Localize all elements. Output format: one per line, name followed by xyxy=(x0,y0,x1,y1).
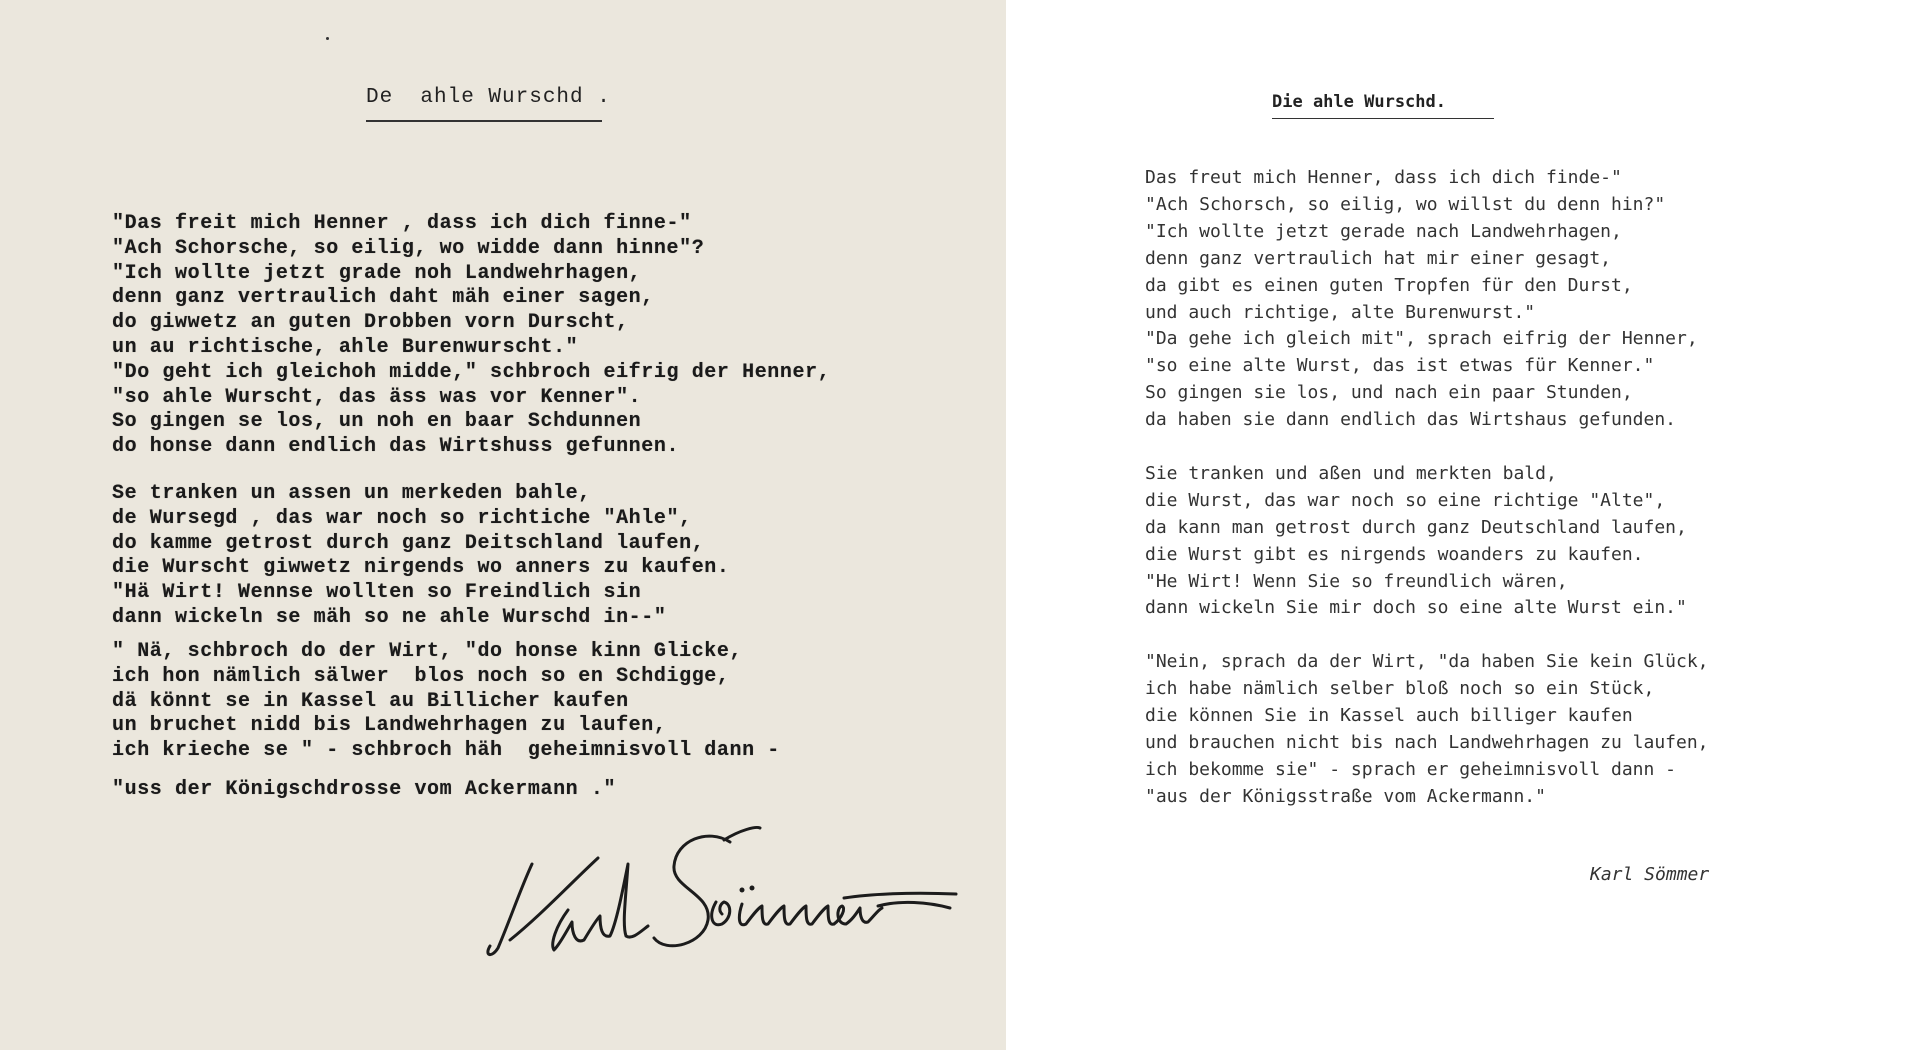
transcription-line: ich bekomme sie" - sprach er geheimnisvoll dann - xyxy=(1145,758,1677,780)
original-title: De ahle Wurschd . xyxy=(366,86,611,109)
transcription-line: da kann man getrost durch ganz Deutschland laufen, xyxy=(1145,516,1687,538)
original-stanza-1 xyxy=(112,212,830,460)
transcription-line: dann wickeln Sie mir doch so eine alte Wurst ein." xyxy=(1145,597,1687,619)
transcription-body xyxy=(1145,165,1709,811)
stanza-gap xyxy=(1145,434,1709,461)
original-line: die Wurscht giwwetz nirgends wo anners zu kaufen. xyxy=(112,556,730,580)
original-line: ich krieche se " - schbroch häh geheimnisvoll dann - xyxy=(112,739,780,763)
transcription-line: Sie tranken und aßen und merkten bald, xyxy=(1145,462,1557,484)
original-line: "Hä Wirt! Wennse wollten so Freindlich sin xyxy=(112,581,642,605)
original-line: "uss der Königschdrosse vom Ackermann ." xyxy=(112,778,617,801)
original-line: un bruchet nidd bis Landwehrhagen zu laufen, xyxy=(112,714,667,738)
signature-dot xyxy=(750,886,755,891)
transcription-line: da gibt es einen guten Tropfen für den Durst, xyxy=(1145,274,1633,296)
original-line: do kamme getrost durch ganz Deitschland laufen, xyxy=(112,531,705,555)
original-line: dann wickeln se mäh so ne ahle Wurschd in--" xyxy=(112,605,667,629)
original-line: "Do geht ich gleichoh midde," schbroch eifrig der Henner, xyxy=(112,360,831,384)
original-line: "Ich wollte jetzt grade noh Landwehrhagen, xyxy=(112,261,642,285)
transcription-line: "Nein, sprach da der Wirt, "da haben Sie kein Glück, xyxy=(1145,651,1709,673)
transcription-line: und brauchen nicht bis nach Landwehrhagen zu laufen, xyxy=(1145,732,1709,753)
ink-speck xyxy=(326,37,329,40)
original-line: denn ganz vertraulich daht mäh einer sagen, xyxy=(112,286,654,310)
transcription-line: denn ganz vertraulich hat mir einer gesagt, xyxy=(1145,247,1611,269)
transcription-line: und auch richtige, alte Burenwurst." xyxy=(1145,301,1536,323)
original-line: So gingen se los, un noh en baar Schdunnen xyxy=(112,410,642,434)
original-line: "Ach Schorsche, so eilig, wo widde dann hinne"? xyxy=(112,236,705,260)
transcription-line: "aus der Königsstraße vom Ackermann." xyxy=(1145,785,1546,807)
original-line: do honse dann endlich das Wirtshuss gefunnen. xyxy=(112,435,680,459)
original-line: Se tranken un assen un merkeden bahle, xyxy=(112,482,591,505)
transcription-line: "so eine alte Wurst, das ist etwas für Kenner." xyxy=(1145,355,1655,377)
transcription-title-block xyxy=(1272,92,1446,112)
original-line: ich hon nämlich sälwer blos noch so en Schdigge, xyxy=(112,664,730,688)
original-stanza-2 xyxy=(112,482,730,631)
original-line: "Das freit mich Henner , dass ich dich finne-" xyxy=(112,212,692,235)
transcription-line: "Ach Schorsch, so eilig, wo willst du denn hin?" xyxy=(1145,193,1666,215)
original-line: un au richtische, ahle Burenwurscht." xyxy=(112,335,579,359)
original-line: do giwwetz an guten Drobben vorn Durscht, xyxy=(112,311,629,335)
original-stanza-3 xyxy=(112,640,780,764)
original-line: de Wursegd , das war noch so richtiche "Ahle", xyxy=(112,506,692,530)
stanza-gap xyxy=(1145,622,1709,649)
transcription-page xyxy=(1006,0,1920,1050)
original-line: " Nä, schbroch do der Wirt, "do honse kinn Glicke, xyxy=(112,640,743,663)
transcription-title-underline xyxy=(1272,118,1494,119)
transcription-line: die Wurst, das war noch so eine richtige "Alte", xyxy=(1145,489,1666,511)
signature-dot xyxy=(740,888,745,893)
transcription-line: So gingen sie los, und nach ein paar Stunden, xyxy=(1145,382,1633,404)
original-stanza-4 xyxy=(112,778,616,803)
transcription-author: Karl Sömmer xyxy=(1590,864,1710,885)
original-line: dä könnt se in Kassel au Billicher kaufen xyxy=(112,689,629,713)
handwritten-signature xyxy=(480,820,960,970)
transcription-line: "Ich wollte jetzt gerade nach Landwehrhagen, xyxy=(1145,220,1622,242)
transcription-line: "Da gehe ich gleich mit", sprach eifrig der Henner, xyxy=(1145,328,1698,350)
transcription-line: Das freut mich Henner, dass ich dich finde-" xyxy=(1145,167,1622,188)
transcription-title: Die ahle Wurschd. xyxy=(1272,92,1446,112)
transcription-line: ich habe nämlich selber bloß noch so ein Stück, xyxy=(1145,678,1655,700)
original-title-underline xyxy=(366,120,602,122)
transcription-line: die können Sie in Kassel auch billiger kaufen xyxy=(1145,705,1633,727)
transcription-line: "He Wirt! Wenn Sie so freundlich wären, xyxy=(1145,570,1568,592)
transcription-line: die Wurst gibt es nirgends woanders zu kaufen. xyxy=(1145,543,1644,565)
transcription-line: da haben sie dann endlich das Wirtshaus gefunden. xyxy=(1145,409,1677,431)
original-line: "so ahle Wurscht, das äss was vor Kenner". xyxy=(112,385,642,409)
original-title-block xyxy=(366,86,611,109)
